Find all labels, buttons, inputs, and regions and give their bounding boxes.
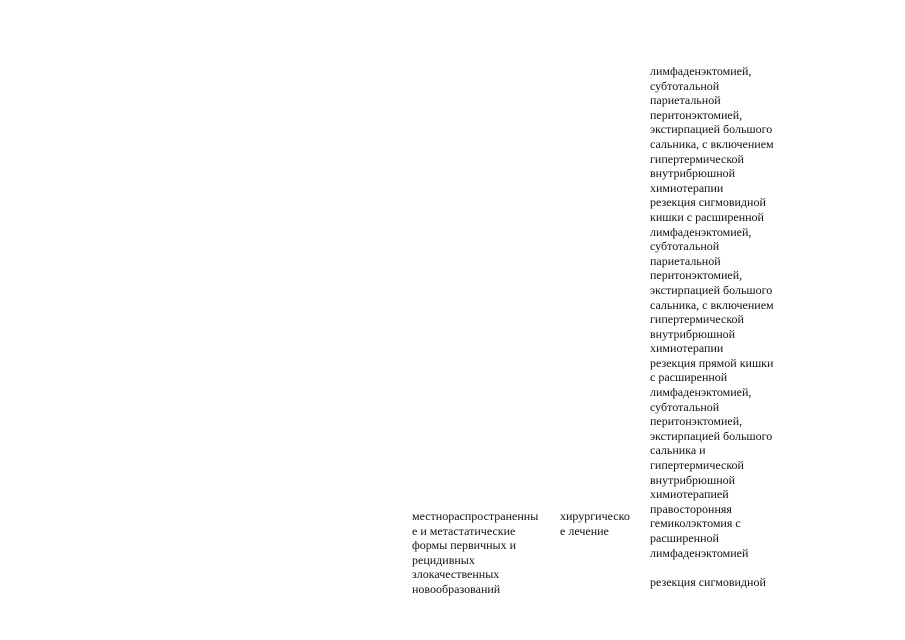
procedure-line: кишки с расширенной [650, 209, 764, 224]
procedure-line: резекция сигмовидной [650, 195, 766, 210]
diagnosis-line: злокачественных [412, 567, 500, 582]
procedure-line: перитонэктомией, [650, 414, 743, 429]
procedure-line: сальника, с включением [650, 297, 774, 312]
treatment-line: хирургическо [560, 509, 630, 523]
procedure-line: экстирпацией большого [650, 122, 773, 137]
diagnosis-line: местнораспространенны [412, 509, 539, 523]
procedure-entry [650, 502, 800, 560]
procedure-line: экстирпацией большого [650, 428, 773, 443]
procedure-line: перитонэктомией, [650, 107, 743, 122]
procedure-line: париетальной [650, 93, 721, 108]
diagnosis-line: новообразований [412, 581, 501, 596]
procedure-line: лимфаденэктомией, [650, 385, 752, 400]
procedure-line: субтотальной [650, 399, 720, 414]
diagnosis-line: рецидивных [412, 552, 475, 567]
procedure-line: париетальной [650, 253, 721, 268]
procedure-line: перитонэктомией, [650, 268, 743, 283]
procedure-line: гипертермической [650, 458, 744, 473]
procedure-line: внутрибрюшной [650, 166, 736, 181]
diagnosis-cell [412, 509, 557, 597]
procedure-line: с расширенной [650, 370, 728, 385]
procedure-entry [650, 195, 800, 356]
procedure-line: химиотерапии [650, 180, 724, 195]
procedure-entry [650, 575, 800, 590]
procedure-line: сальника и [650, 443, 706, 458]
procedure-line: правосторонняя [650, 501, 732, 516]
treatment-line: е лечение [560, 523, 609, 538]
procedure-entry [650, 64, 800, 195]
procedure-line: резекция прямой кишки [650, 355, 774, 370]
procedure-line: гипертермической [650, 312, 744, 327]
procedure-line: сальника, с включением [650, 136, 774, 151]
procedure-line: резекция сигмовидной [650, 574, 766, 589]
procedure-line: внутрибрюшной [650, 472, 736, 487]
procedures-cell [650, 64, 800, 589]
procedure-line: субтотальной [650, 78, 720, 93]
procedure-line: расширенной [650, 531, 719, 545]
treatment-type-cell [560, 509, 645, 538]
procedure-line: гипертермической [650, 151, 744, 166]
procedure-line: внутрибрюшной [650, 326, 736, 341]
procedure-line: субтотальной [650, 239, 720, 254]
procedure-line: химиотерапии [650, 341, 724, 356]
procedure-entry [650, 356, 800, 502]
procedure-line: лимфаденэктомией [650, 545, 749, 560]
procedure-line: гемиколэктомия с [650, 516, 741, 531]
diagnosis-line: формы первичных и [412, 538, 517, 553]
procedure-line: химиотерапией [650, 487, 729, 502]
procedure-line: лимфаденэктомией, [650, 64, 752, 78]
procedure-line: лимфаденэктомией, [650, 224, 752, 239]
procedure-line: экстирпацией большого [650, 282, 773, 297]
diagnosis-line: е и метастатические [412, 523, 516, 538]
